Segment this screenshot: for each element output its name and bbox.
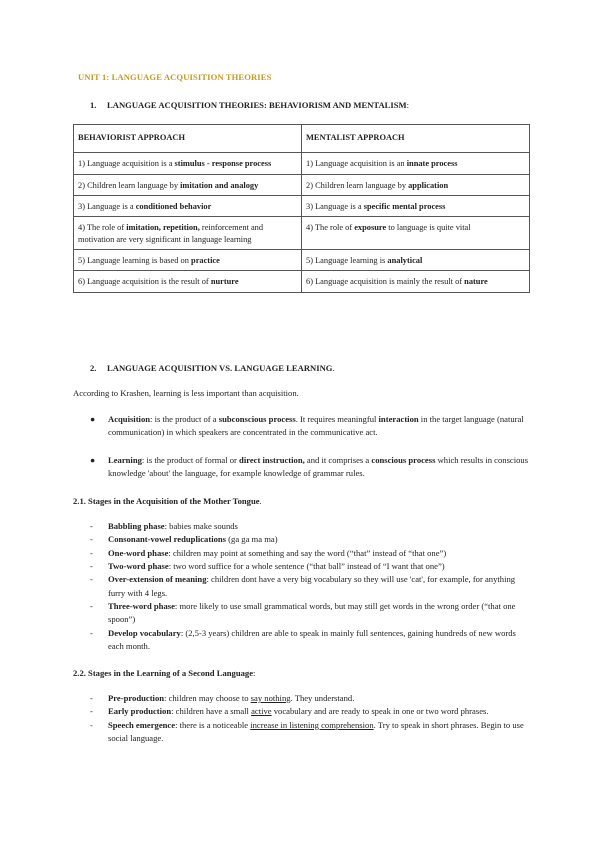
bullet-acquisition (90, 413, 530, 439)
bullet-bold: direct instruction, (239, 455, 305, 465)
stage-text: : babies make sounds (164, 521, 238, 531)
list-item (90, 560, 530, 573)
stage-text: : more likely to use small grammatical words, but may still get words in the wrong order (“that one spoon”) (108, 600, 516, 625)
list-item (90, 705, 530, 718)
bullet-part: : is the product of a (150, 414, 219, 424)
stage-text: . They understand. (290, 693, 355, 703)
cell-bold: nurture (210, 277, 239, 287)
bullet-text (108, 413, 530, 439)
dash-icon: - (90, 521, 93, 531)
stage-text: . Try to speak in short phrases. Begin to use social language. (108, 719, 524, 743)
bullet-dot-icon: ● (90, 414, 96, 424)
cell-bold: exposure (354, 223, 387, 233)
cell-bold: stimulus - response process (174, 159, 272, 169)
bullet-part: . It requires meaningful (295, 414, 379, 424)
cell-text: 3) Language is a (78, 202, 136, 212)
cell-text: to language is quite vital (386, 223, 471, 233)
section-1-suffix: : (406, 100, 410, 110)
stage-term: Two-word phase (108, 560, 169, 571)
subsection-2-2-suffix: : (253, 668, 256, 678)
cell-bold: analytical (387, 256, 423, 266)
table-row (74, 153, 530, 174)
stage-term: Over-extension of meaning (108, 574, 207, 585)
table-cell-behaviorist (74, 174, 302, 195)
table-cell-mentalist (302, 196, 530, 217)
cell-text: 4) The role of (78, 223, 127, 233)
cell-text: 1) Language acquisition is an (306, 159, 407, 169)
cell-text: 6) Language acquisition is the result of (78, 277, 211, 287)
unit-title: UNIT 1: LANGUAGE ACQUISITION THEORIES (78, 72, 272, 82)
table-row (74, 174, 530, 195)
subsection-2-1-heading (73, 495, 262, 507)
section-2-suffix: . (332, 363, 335, 373)
bullet-bold: conscious process (371, 455, 436, 465)
stage-term: Develop vocabulary (108, 627, 181, 638)
header-mentalist: MENTALIST APPROACH (302, 125, 530, 153)
dash-icon: - (90, 719, 93, 730)
dash-icon: - (90, 600, 93, 611)
list-item (90, 719, 530, 746)
stage-underline: active (251, 706, 272, 717)
stage-text: : two word suffice for a whole sentence (“that ball” instead of “I want that one”) (168, 560, 445, 571)
subsection-2-1-title: 2.1. Stages in the Acquisition of the Mother Tongue (73, 496, 260, 506)
stage-term: Three-word phase (108, 600, 175, 611)
stage-term: Speech emergence (108, 719, 176, 730)
dash-icon: - (90, 560, 93, 571)
stage-text: : (2,5-3 years) children are able to speak in mainly full sentences, gaining hundreds of new words each month. (108, 627, 516, 651)
dash-icon: - (90, 534, 93, 545)
section-1-heading (90, 99, 409, 111)
dash-icon: - (90, 706, 93, 717)
table-cell-behaviorist (74, 196, 302, 217)
list-item (90, 533, 530, 546)
cell-text: 6) Language acquisition is mainly the result of (306, 277, 465, 287)
table-cell-mentalist (302, 217, 530, 250)
krashen-paragraph: According to Krashen, learning is less important than acquisition. (73, 388, 299, 398)
subsection-2-1-suffix: . (259, 496, 262, 506)
cell-bold: practice (191, 256, 220, 266)
cell-bold: innate process (406, 159, 458, 169)
stage-term: Consonant-vowel reduplications (108, 534, 227, 545)
cell-text: 4) The role of (306, 223, 355, 233)
section-1-number: 1. (90, 100, 97, 110)
subsection-2-2-heading (73, 667, 255, 679)
list-item (90, 600, 530, 627)
cell-text: 2) Children learn language by (306, 180, 409, 190)
list-item (90, 692, 530, 705)
table-cell-behaviorist (74, 271, 302, 292)
table-cell-behaviorist (74, 250, 302, 271)
header-behaviorist: BEHAVIORIST APPROACH (74, 125, 302, 153)
cell-bold: nature (464, 277, 488, 287)
stage-term: Pre-production (108, 693, 165, 703)
subsection-2-2-title: 2.2. Stages in the Learning of a Second Language (73, 668, 254, 678)
table-cell-mentalist (302, 250, 530, 271)
second-language-stages-list (90, 692, 530, 745)
bullet-part: and it comprises a (304, 455, 372, 465)
bullet-term: Acquisition (108, 414, 151, 424)
table-cell-behaviorist (74, 217, 302, 250)
stage-text: (ga ga ma ma) (226, 534, 278, 545)
stage-text: : children have a small (171, 706, 252, 717)
cell-bold: conditioned behavior (135, 202, 212, 212)
stage-underline: say nothing (250, 693, 291, 703)
list-item (90, 573, 530, 600)
cell-text: 1) Language acquisition is a (78, 159, 175, 169)
bullet-part: : is the product of formal or (141, 455, 240, 465)
table-row (74, 250, 530, 271)
stage-text: : children may choose to (164, 693, 251, 703)
cell-bold: imitation and analogy (180, 180, 259, 190)
stage-text: : there is a noticeable (175, 719, 251, 730)
stage-text: : children dont have a very big vocabulary so they will use 'cat', for example, for anything furry with 4 legs. (108, 574, 516, 598)
stage-text: : children may point at something and say the word (“that” instead of “that one”) (168, 547, 447, 558)
cell-text: 2) Children learn language by (78, 180, 181, 190)
table-cell-mentalist (302, 174, 530, 195)
cell-text: reinforcement and motivation are very significant in language learning (78, 223, 264, 244)
table-cell-mentalist (302, 271, 530, 292)
bullet-part: which results in conscious knowledge 'about' the language, for example knowledge of grammar rules. (108, 455, 529, 478)
table-row (74, 196, 530, 217)
cell-text: 5) Language learning is (306, 256, 388, 266)
table-cell-behaviorist (74, 153, 302, 174)
dash-icon: - (90, 693, 93, 703)
table-header-row (74, 125, 530, 153)
cell-bold: imitation, repetition, (126, 223, 200, 233)
approach-comparison-table (73, 124, 530, 293)
dash-icon: - (90, 547, 93, 558)
cell-bold: application (408, 180, 449, 190)
stage-underline: increase in listening comprehension (250, 719, 374, 730)
stage-text: vocabulary and are ready to speak in one or two word phrases. (271, 706, 489, 717)
table-cell-mentalist (302, 153, 530, 174)
list-item (90, 547, 530, 560)
stage-term: One-word phase (108, 547, 169, 558)
bullet-learning (90, 454, 530, 480)
section-1-title: LANGUAGE ACQUISITION THEORIES: BEHAVIORISM AND MENTALISM (107, 100, 407, 110)
dash-icon: - (90, 574, 93, 585)
bullet-term: Learning (108, 455, 142, 465)
section-2-title: LANGUAGE ACQUISITION VS. LANGUAGE LEARNING (107, 363, 333, 373)
bullet-part: in the target language (natural communication) in which speakers are concentrated in the communicative act. (108, 414, 524, 437)
bullet-text (108, 454, 530, 480)
bullet-dot-icon: ● (90, 455, 96, 465)
bullet-bold: subconscious process (218, 414, 296, 424)
stage-term: Babbling phase (108, 521, 165, 531)
table-row (74, 271, 530, 292)
list-item (90, 627, 530, 654)
cell-text: 5) Language learning is based on (78, 256, 192, 266)
cell-bold: specific mental process (363, 202, 446, 212)
section-2-heading (90, 362, 335, 374)
list-item (90, 520, 530, 533)
bullet-bold: interaction (378, 414, 419, 424)
table-row (74, 217, 530, 250)
mother-tongue-stages-list (90, 520, 530, 653)
dash-icon: - (90, 627, 93, 638)
cell-text: 3) Language is a (306, 202, 364, 212)
section-2-number: 2. (90, 363, 97, 373)
stage-term: Early production (108, 706, 172, 717)
